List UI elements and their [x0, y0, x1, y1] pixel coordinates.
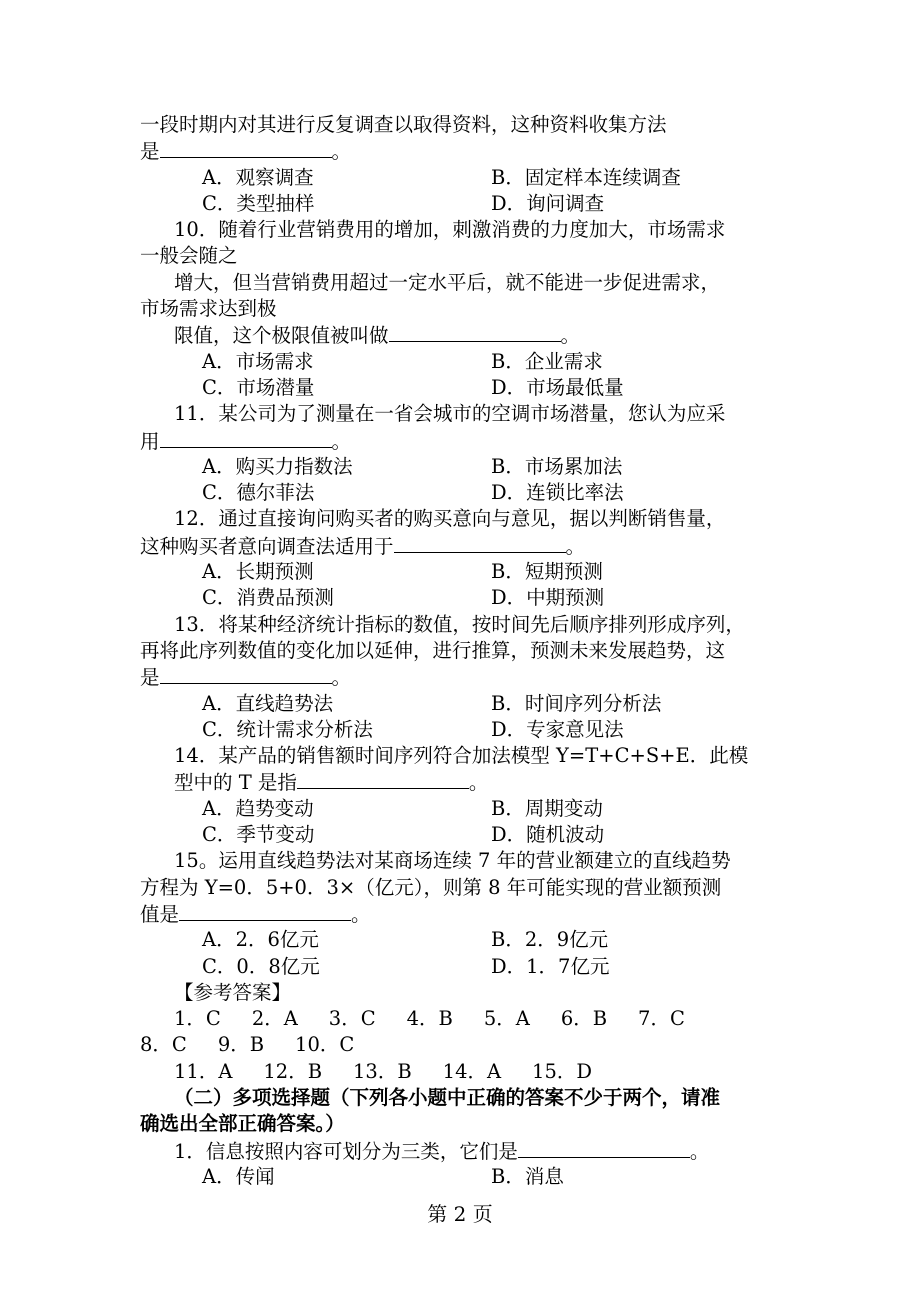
q14-stem-line: 14．某产品的销售额时间序列符合加法模型 Y=T+C+S+E．此模 — [174, 744, 749, 768]
option-c: C．季节变动 — [202, 823, 315, 847]
q10-stem-line: 限值，这个极限值被叫做 。 — [174, 324, 581, 348]
option-b: B．短期预测 — [491, 560, 603, 584]
option-c: C．德尔菲法 — [202, 481, 315, 505]
option-d: D．1．7亿元 — [491, 954, 610, 978]
option-b: B．时间序列分析法 — [491, 691, 662, 715]
answer-blank — [160, 664, 332, 684]
q14-stem-line: 型中的 T 是指 。 — [174, 771, 489, 795]
option-d: D．连锁比率法 — [491, 481, 624, 505]
q13-stem-line: 再将此序列数值的变化加以延伸，进行推算，预测未来发展趋势，这 — [140, 638, 726, 662]
q15-stem-line: 15。运用直线趋势法对某商场连续 7 年的营业额建立的直线趋势 — [174, 849, 731, 873]
answers-row: 8．C 9．B 10．C — [140, 1033, 355, 1057]
option-a: A．直线趋势法 — [202, 691, 334, 715]
document-page — [140, 112, 780, 1190]
q11-options — [140, 480, 780, 506]
q12-stem-line: 这种购买者意向调查法适用于 。 — [140, 534, 586, 558]
q9-stem-line: 是 。 — [140, 140, 352, 164]
page-number: 第 2 页 — [427, 1202, 493, 1226]
option-d: D．随机波动 — [491, 823, 605, 847]
q10-stem-line: 10．随着行业营销费用的增加，刺激消费的力度加大，市场需求 — [174, 218, 726, 242]
option-a: A．2．6亿元 — [202, 928, 319, 952]
q12-options — [140, 585, 780, 611]
q13-stem-line: 13．将某种经济统计指标的数值，按时间先后顺序排列形成序列， — [174, 612, 745, 636]
option-b: B．市场累加法 — [491, 454, 623, 478]
option-a: A．长期预测 — [202, 560, 314, 584]
option-d: D．专家意见法 — [491, 717, 624, 741]
answer-blank — [160, 428, 332, 448]
answer-blank — [389, 322, 561, 342]
q10-stem-line: 市场需求达到极 — [140, 297, 277, 321]
option-a: A．传闻 — [202, 1164, 275, 1188]
option-d: D．询问调查 — [491, 191, 605, 215]
option-c: C．统计需求分析法 — [202, 717, 373, 741]
q13-options — [140, 717, 780, 743]
option-b: B．企业需求 — [491, 349, 603, 373]
option-b: B．消息 — [491, 1164, 564, 1188]
q11-stem-line: 用 。 — [140, 429, 352, 453]
q14-options — [140, 822, 780, 848]
option-a: A．趋势变动 — [202, 796, 314, 820]
mq1-stem-line: 1．信息按照内容可划分为三类，它们是 。 — [174, 1139, 710, 1163]
answers-heading: 【参考答案】 — [174, 980, 292, 1004]
option-b: B．2．9亿元 — [491, 928, 609, 952]
answer-blank — [518, 1138, 690, 1158]
q11-stem-line: 11．某公司为了测量在一省会城市的空调市场潜量，您认为应采 — [174, 402, 726, 426]
option-d: D．中期预测 — [491, 586, 605, 610]
q13-stem-line: 是 。 — [140, 666, 352, 690]
option-c: C．消费品预测 — [202, 586, 334, 610]
q9-options — [140, 165, 780, 191]
q15-options — [140, 954, 780, 980]
option-b: B．固定样本连续调查 — [491, 165, 681, 189]
q12-options — [140, 559, 780, 585]
q9-stem-line: 一段时期内对其进行反复调查以取得资料，这种资料收集方法 — [140, 113, 667, 136]
section-heading: 确选出全部正确答案。） — [140, 1112, 345, 1136]
q10-stem-line: 增大，但当营销费用超过一定水平后，就不能进一步促进需求， — [174, 270, 721, 294]
section-heading: （二）多项选择题（下列各小题中正确的答案不少于两个，请准 — [174, 1085, 721, 1109]
option-a: A．市场需求 — [202, 349, 314, 373]
answers-row: 1．C 2．A 3．C 4．B 5．A 6．B 7．C — [174, 1007, 685, 1031]
option-a: A．观察调查 — [202, 165, 314, 189]
q15-stem-line: 值是 。 — [140, 902, 371, 926]
answer-blank — [160, 138, 332, 158]
q9-options — [140, 191, 780, 217]
answer-blank — [394, 533, 566, 553]
mq1-options — [140, 1164, 780, 1190]
option-a: A．购买力指数法 — [202, 454, 353, 478]
q15-stem-line: 方程为 Y=0．5+0．3×（亿元），则第 8 年可能实现的营业额预测 — [140, 875, 722, 899]
option-d: D．市场最低量 — [491, 375, 624, 399]
q10-options — [140, 375, 780, 401]
answer-blank — [179, 901, 351, 921]
q11-options — [140, 454, 780, 480]
q10-stem-line: 一般会随之 — [140, 244, 238, 268]
q13-options — [140, 691, 780, 717]
option-c: C．0．8亿元 — [202, 954, 320, 978]
q12-stem-line: 12．通过直接询问购买者的购买意向与意见，据以判断销售量， — [174, 507, 726, 531]
answer-blank — [297, 769, 469, 789]
q10-options — [140, 349, 780, 375]
answers-row: 11．A 12．B 13．B 14．A 15．D — [174, 1059, 592, 1083]
q14-options — [140, 796, 780, 822]
option-c: C．类型抽样 — [202, 191, 315, 215]
option-c: C．市场潜量 — [202, 375, 315, 399]
q15-options — [140, 927, 780, 953]
option-b: B．周期变动 — [491, 796, 603, 820]
